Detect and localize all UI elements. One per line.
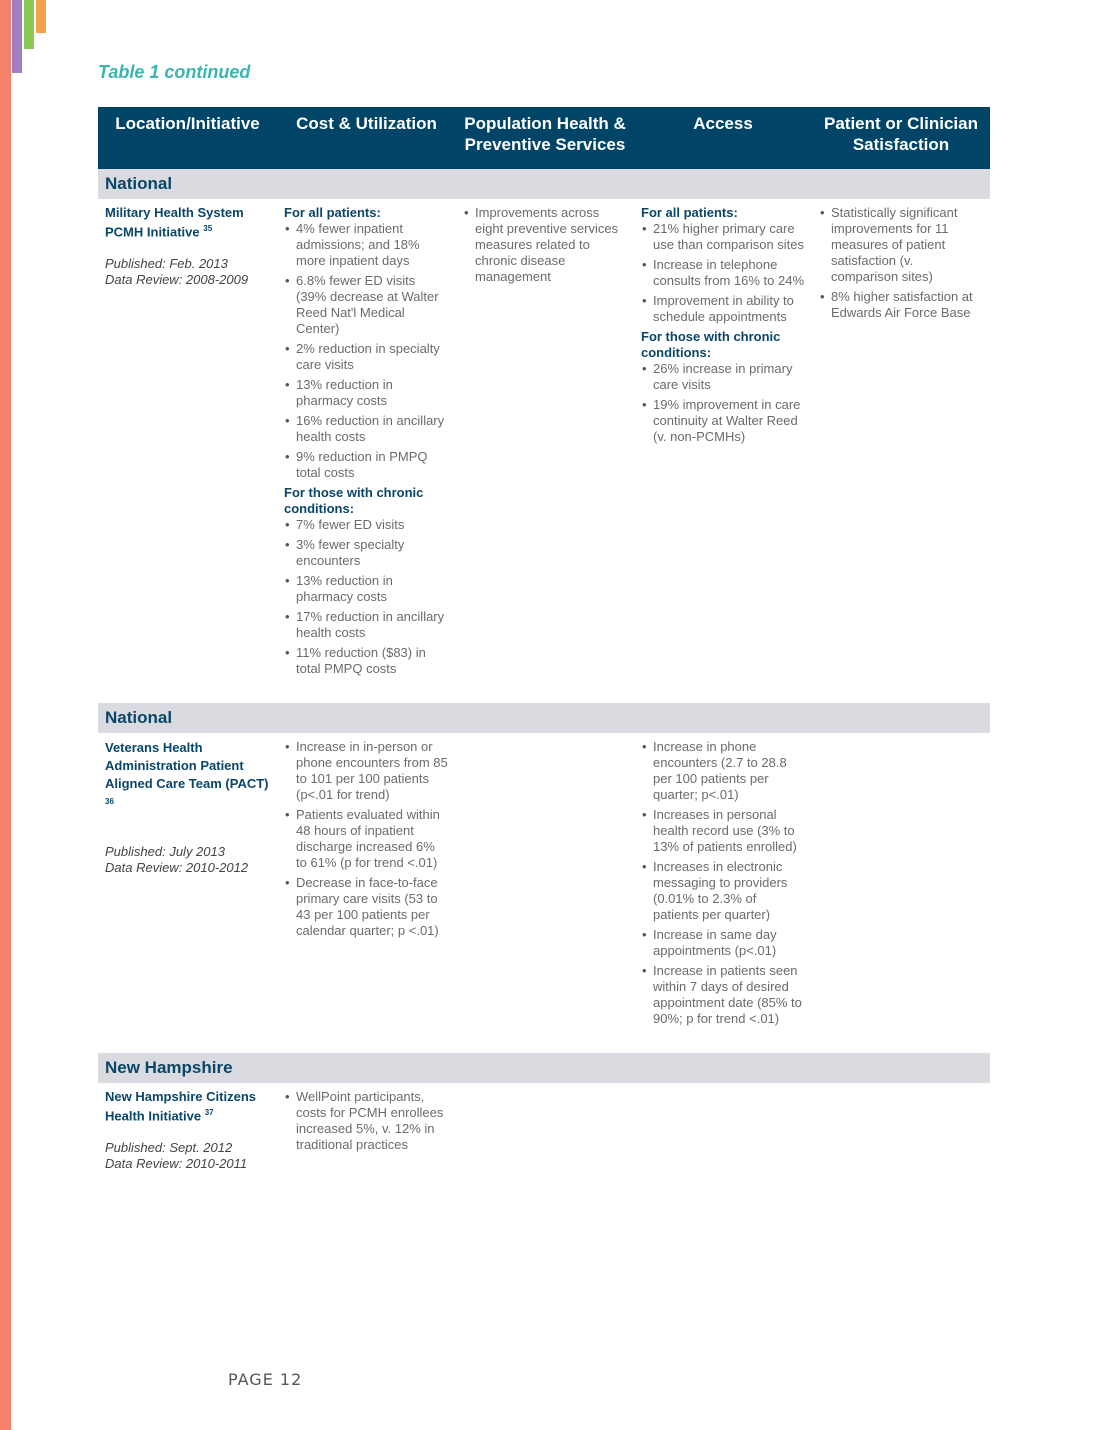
access-cell bbox=[634, 733, 812, 1053]
list-item: • 4% fewer inpatient admissions; and 18% more inpatient days bbox=[284, 221, 449, 269]
list-item: • 6.8% fewer ED visits (39% decrease at Walter Reed Nat'l Medical Center) bbox=[284, 273, 449, 337]
list-item: • 3% fewer specialty encounters bbox=[284, 537, 449, 569]
col-header-satisfaction: Patient or Clinician Satisfaction bbox=[812, 107, 990, 169]
list-item: • 19% improvement in care continuity at Walter Reed (v. non-PCMHs) bbox=[641, 397, 805, 445]
region-row bbox=[98, 169, 990, 199]
access-cell bbox=[634, 1083, 812, 1194]
region-label: National bbox=[98, 703, 990, 733]
cost-cell bbox=[277, 199, 456, 703]
col-header-access: Access bbox=[634, 107, 812, 169]
list-item: • Increase in patients seen within 7 days of desired appointment date (85% to 90%; p for trend <.01) bbox=[641, 963, 805, 1027]
list-item: • Increase in same day appointments (p<.01) bbox=[641, 927, 805, 959]
satisfaction-cell bbox=[812, 1083, 990, 1194]
table-row bbox=[98, 1083, 990, 1194]
bullet-list bbox=[463, 205, 627, 285]
list-item: • 11% reduction ($83) in total PMPQ costs bbox=[284, 645, 449, 677]
data-review-period: Data Review: 2010-2011 bbox=[105, 1156, 248, 1172]
table-caption: Table 1 continued bbox=[98, 62, 251, 82]
reference-number: 36 bbox=[105, 797, 114, 806]
reference-number: 37 bbox=[204, 1108, 214, 1117]
list-item: • Increase in in-person or phone encounters from 85 to 101 per 100 patients (p<.01 for trend) bbox=[284, 739, 449, 803]
list-item: • Increase in phone encounters (2.7 to 28.8 per 100 patients per quarter; p<.01) bbox=[641, 739, 805, 803]
orange-accent-tab bbox=[36, 0, 46, 33]
initiative-dates bbox=[105, 256, 270, 288]
satisfaction-cell bbox=[812, 733, 990, 1053]
cost-cell bbox=[277, 733, 456, 1053]
satisfaction-cell bbox=[812, 199, 990, 703]
subheading: For those with chronic conditions: bbox=[641, 329, 781, 360]
region-label: National bbox=[98, 169, 990, 199]
bullet-list bbox=[284, 517, 449, 677]
purple-accent-tab bbox=[12, 0, 22, 73]
bullet-list bbox=[284, 739, 449, 939]
published-date: Published: Sept. 2012 bbox=[105, 1140, 233, 1156]
subheading: For those with chronic conditions: bbox=[284, 485, 424, 516]
data-review-period: Data Review: 2008-2009 bbox=[105, 272, 249, 288]
initiative-name: Military Health System PCMH Initiative $^{35}$ bbox=[105, 205, 244, 240]
list-item: • 21% higher primary care use than comparison sites bbox=[641, 221, 805, 253]
list-item: • Increases in personal health record use (3% to 13% of patients enrolled) bbox=[641, 807, 805, 855]
bullet-list bbox=[819, 205, 983, 321]
table-row bbox=[98, 733, 990, 1053]
col-header-cost: Cost & Utilization bbox=[277, 107, 456, 169]
list-item: • 17% reduction in ancillary health costs bbox=[284, 609, 449, 641]
table-1 bbox=[98, 107, 990, 1194]
list-item: • Statistically significant improvements for 11 measures of patient satisfaction (v. comparison sites) bbox=[819, 205, 983, 285]
list-item: • Improvement in ability to schedule appointments bbox=[641, 293, 805, 325]
region-row bbox=[98, 703, 990, 733]
initiative-cell bbox=[98, 733, 277, 1053]
initiative-cell bbox=[98, 1083, 277, 1194]
green-accent-tab bbox=[24, 0, 34, 49]
list-item: • 26% increase in primary care visits bbox=[641, 361, 805, 393]
population-health-cell bbox=[456, 199, 634, 703]
bullet-list bbox=[284, 221, 449, 481]
list-item: • 8% higher satisfaction at Edwards Air Force Base bbox=[819, 289, 983, 321]
left-edge-stripe bbox=[0, 0, 11, 1430]
published-date: Published: July 2013 bbox=[105, 844, 225, 860]
list-item: • Decrease in face-to-face primary care visits (53 to 43 per 100 patients per calendar quarter; p <.01) bbox=[284, 875, 449, 939]
list-item: • 9% reduction in PMPQ total costs bbox=[284, 449, 449, 481]
list-item: • 13% reduction in pharmacy costs bbox=[284, 377, 449, 409]
bullet-list bbox=[284, 1089, 449, 1153]
initiative-name: New Hampshire Citizens Health Initiative $^{37}$ bbox=[105, 1089, 256, 1124]
table-row bbox=[98, 199, 990, 703]
list-item: • 16% reduction in ancillary health costs bbox=[284, 413, 449, 445]
bullet-list bbox=[641, 221, 805, 325]
initiative-cell bbox=[98, 199, 277, 703]
population-health-cell bbox=[456, 1083, 634, 1194]
list-item: • Improvements across eight preventive services measures related to chronic disease management bbox=[463, 205, 627, 285]
list-item: • Patients evaluated within 48 hours of inpatient discharge increased 6% to 61% (p for trend <.01) bbox=[284, 807, 449, 871]
col-header-population-health: Population Health & Preventive Services bbox=[456, 107, 634, 169]
list-item: • Increase in telephone consults from 16% to 24% bbox=[641, 257, 805, 289]
list-item: • 2% reduction in specialty care visits bbox=[284, 341, 449, 373]
list-item: • WellPoint participants, costs for PCMH enrollees increased 5%, v. 12% in traditional practices bbox=[284, 1089, 449, 1153]
access-cell bbox=[634, 199, 812, 703]
data-review-period: Data Review: 2010-2012 bbox=[105, 860, 249, 876]
bullet-list bbox=[641, 739, 805, 1027]
initiative-dates bbox=[105, 1140, 270, 1172]
population-health-cell bbox=[456, 733, 634, 1053]
published-date: Published: Feb. 2013 bbox=[105, 256, 228, 272]
list-item: • 7% fewer ED visits bbox=[284, 517, 449, 533]
list-item: • 13% reduction in pharmacy costs bbox=[284, 573, 449, 605]
header-row bbox=[98, 107, 990, 169]
initiative-name: Veterans Health Administration Patient Aligned Care Team (PACT) $^{36}$ bbox=[105, 740, 269, 806]
initiative-dates bbox=[105, 844, 270, 876]
col-header-location: Location/Initiative bbox=[98, 107, 277, 169]
subheading: For all patients: bbox=[284, 205, 381, 220]
bullet-list bbox=[641, 361, 805, 445]
page-number: PAGE 12 bbox=[228, 1370, 303, 1389]
reference-number: 35 bbox=[203, 224, 213, 233]
region-row bbox=[98, 1053, 990, 1083]
subheading: For all patients: bbox=[641, 205, 738, 220]
region-label: New Hampshire bbox=[98, 1053, 990, 1083]
cost-cell bbox=[277, 1083, 456, 1194]
list-item: • Increases in electronic messaging to providers (0.01% to 2.3% of patients per quarter) bbox=[641, 859, 805, 923]
